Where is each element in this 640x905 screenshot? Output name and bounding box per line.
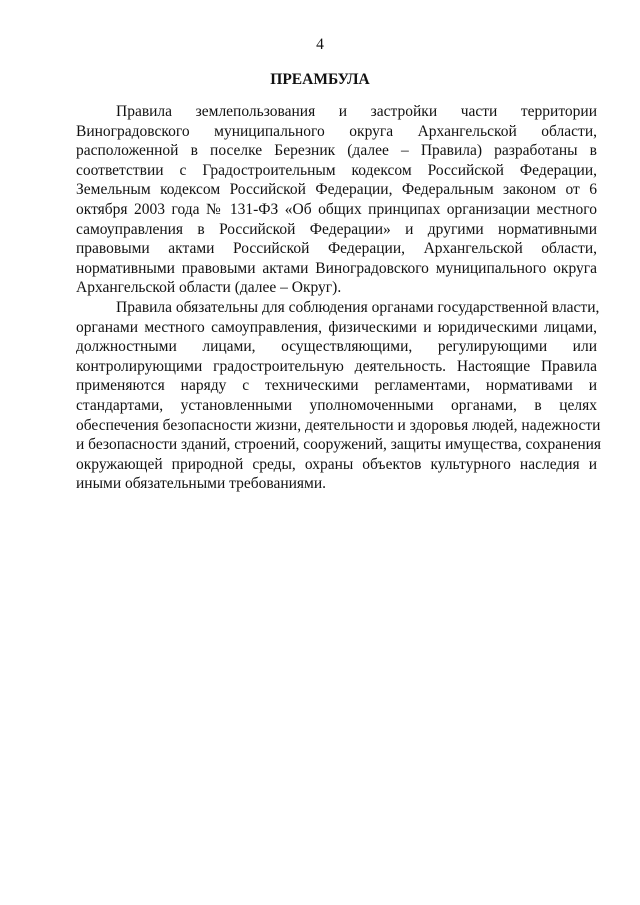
document-body xyxy=(76,102,602,494)
text-line: контролирующими градостроительную деятельность. Настоящие Правила xyxy=(76,357,597,375)
text-line: должностными лицами, осуществляющими, регулирующими или xyxy=(76,338,597,356)
text-line: органами местного самоуправления, физическими и юридическими лицами, xyxy=(76,318,597,336)
text-line: стандартами, установленными уполномоченными органами, в целях xyxy=(76,396,597,414)
text-line: и безопасности зданий, строений, сооружений, защиты имущества, сохранения xyxy=(76,436,602,454)
paragraph-1 xyxy=(76,102,597,298)
text-line: октября 2003 года № 131-ФЗ «Об общих принципах организации местного xyxy=(76,200,597,218)
text-line: Земельным кодексом Российской Федерации, Федеральным законом от 6 xyxy=(76,181,597,199)
text-line: Правила обязательны для соблюдения органами государственной власти, xyxy=(116,298,600,316)
page-number: 4 xyxy=(316,36,324,53)
text-line: Правила землепользования и застройки части территории xyxy=(116,103,597,120)
text-line: применяются наряду с техническими регламентами, нормативами и xyxy=(76,377,597,395)
paragraph-2 xyxy=(76,298,602,494)
text-line: Архангельской области (далее – Округ). xyxy=(76,279,342,297)
text-line: иными обязательными требованиями. xyxy=(76,475,327,493)
text-line: нормативными правовыми актами Виноградовского муниципального округа xyxy=(76,259,597,277)
text-line: окружающей природной среды, охраны объектов культурного наследия и xyxy=(76,455,597,473)
text-line: Виноградовского муниципального округа Архангельской области, xyxy=(76,122,597,140)
text-line: соответствии с Градостроительным кодексом Российской Федерации, xyxy=(76,161,597,179)
text-line: правовыми актами Российской Федерации, Архангельской области, xyxy=(76,240,597,258)
text-line: расположенной в поселке Березник (далее – Правила) разработаны в xyxy=(76,142,597,160)
text-line: самоуправления в Российской Федерации» и другими нормативными xyxy=(76,220,597,238)
text-line: обеспечения безопасности жизни, деятельности и здоровья людей, надежности xyxy=(76,416,601,434)
section-title: ПРЕАМБУЛА xyxy=(270,71,370,88)
